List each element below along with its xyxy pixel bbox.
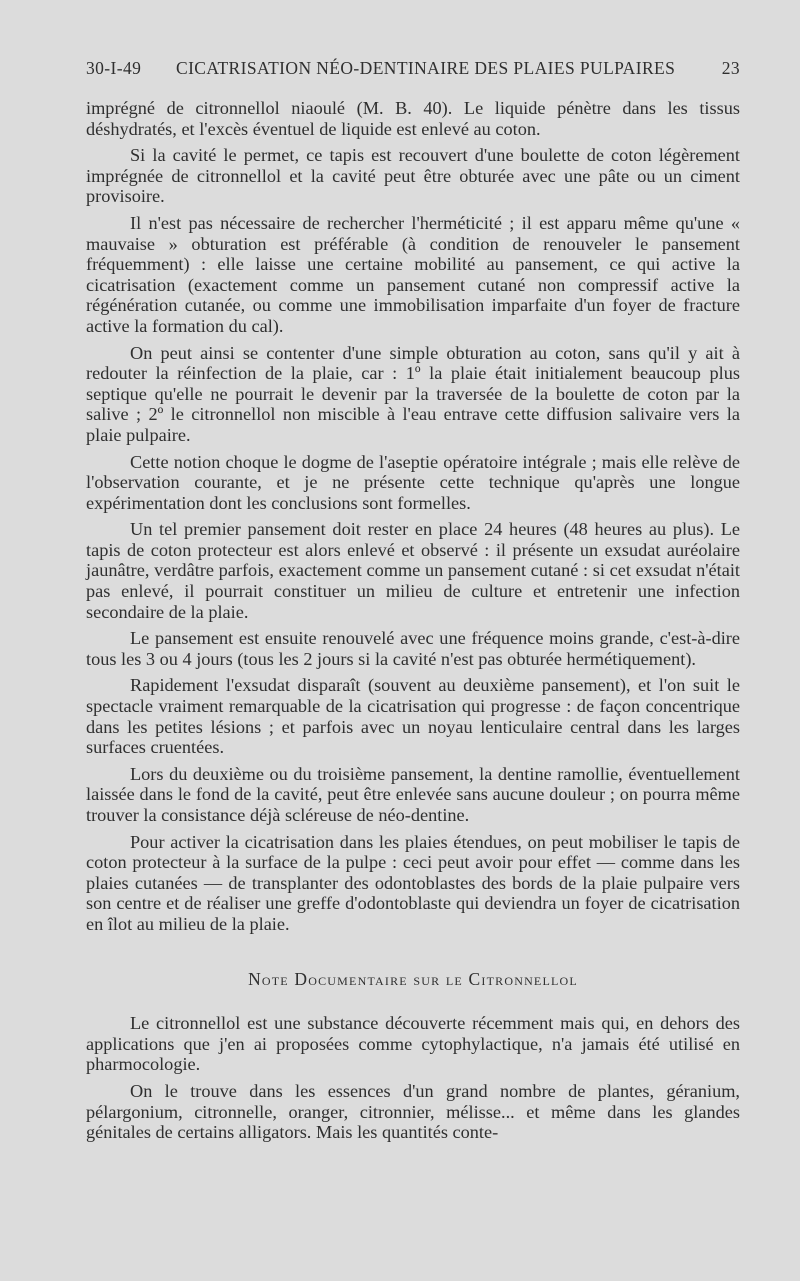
paragraph: On le trouve dans les essences d'un grand nombre de plantes, géranium, pélargonium, citronnelle, oranger, citronnier, mélisse... et même dans les glandes génitales de certains alligators. Mais les quantités conte-: [86, 1080, 740, 1143]
running-header: [86, 58, 740, 82]
paragraph: Si la cavité le permet, ce tapis est recouvert d'une boulette de coton légèrement imprégnée de citronnellol et la cavité peut être obturée avec une pâte ou un ciment provisoire.: [86, 145, 740, 207]
paragraph: Un tel premier pansement doit rester en place 24 heures (48 heures au plus). Le tapis de coton protecteur est alors enlevé et observé : il présente un exsudat auréolaire jaunâtre, verdâtre parfois, exactement comme un pansement cutané : si cet exsudat n'était pas enlevé, il pourrait constituer un milieu de culture et entretenir une infection secondaire de la plaie.: [86, 519, 740, 622]
paragraph: Lors du deuxième ou du troisième pansement, la dentine ramollie, éventuellement laissée dans le fond de la cavité, peut être enlevée sans aucune douleur ; on pourra même trouver la consistance déjà scléreuse de néo-dentine.: [86, 763, 740, 825]
paragraph: On peut ainsi se contenter d'une simple obturation au coton, sans qu'il y ait à redouter la réinfection de la plaie, car : 1º la plaie était initialement beaucoup plus septique qu'elle ne pourrait le devenir par la traversée de la boulette de coton par la salive ; 2º le citronnellol non miscible à l'eau entrave cette diffusion salivaire vers la plaie pulpaire.: [86, 342, 740, 445]
paragraph: Il n'est pas nécessaire de rechercher l'herméticité ; il est apparu même qu'une « mauvaise » obturation est préférable (à condition de renouveler le pansement fréquemment) : elle laisse une certaine mobilité au pansement, ce qui active la cicatrisation (exactement comme un pansement cutané non compressif active la régénération cutanée, ou comme une immobilisation imparfaite d'un foyer de fracture active la formation du cal).: [86, 212, 740, 336]
paragraph: Cette notion choque le dogme de l'aseptie opératoire intégrale ; mais elle relève de l'observation courante, et je ne présente cette technique qu'après une longue expérimentation dont les conclusions sont formelles.: [86, 451, 740, 513]
paragraph: Le pansement est ensuite renouvelé avec une fréquence moins grande, c'est-à-dire tous les 3 ou 4 jours (tous les 2 jours si la cavité n'est pas obturée hermétiquement).: [86, 628, 740, 669]
paragraph: Pour activer la cicatrisation dans les plaies étendues, on peut mobiliser le tapis de coton protecteur à la surface de la pulpe : ceci peut avoir pour effet — comme dans les plaies cutanées — de transplanter des odontoblastes des bords de la plaie pulpaire vers son centre et de réaliser une greffe d'odontoblaste qui deviendra un foyer de cicatrisation en îlot au milieu de la plaie.: [86, 831, 740, 934]
section-heading: [86, 969, 740, 990]
issue-date: 30-I-49: [86, 58, 142, 78]
page-number: 23: [721, 58, 740, 78]
paragraph: Le citronnellol est une substance découverte récemment mais qui, en dehors des applications que j'en ai proposées comme cytophylactique, n'a jamais été utilisé en pharmocologie.: [86, 1013, 740, 1075]
paragraph: imprégné de citronnellol niaoulé (M. B. 40). Le liquide pénètre dans les tissus déshydratés, et l'excès éventuel de liquide est enlevé au coton.: [86, 98, 740, 139]
section-heading-text: Note Documentaire sur le Citronnellol: [248, 968, 578, 989]
paragraph: Rapidement l'exsudat disparaît (souvent au deuxième pansement), et l'on suit le spectacle vraiment remarquable de la cicatrisation qui progresse : de façon concentrique dans les petites lésions ; et parfois avec un noyau lenticulaire central dans les larges surfaces cruentées.: [86, 675, 740, 758]
body-text: [86, 98, 740, 1149]
running-title: CICATRISATION NÉO-DENTINAIRE DES PLAIES PULPAIRES: [176, 58, 676, 78]
